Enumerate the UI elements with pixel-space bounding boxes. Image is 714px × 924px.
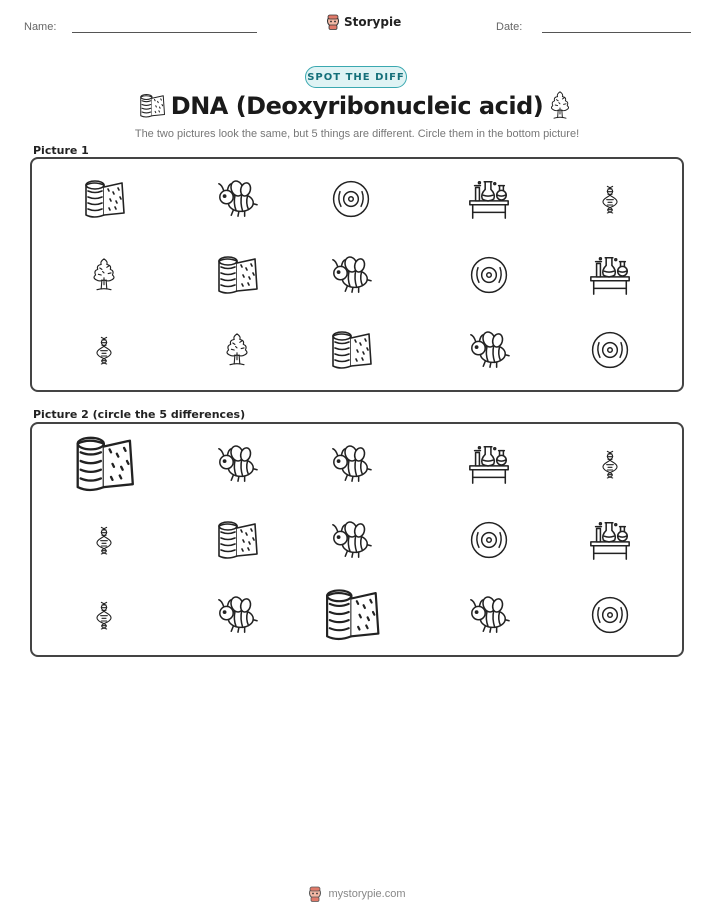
- name-field-line[interactable]: [72, 32, 257, 33]
- picture-2-bee-r3c4-icon[interactable]: [466, 594, 512, 636]
- brand-logo: [326, 14, 401, 30]
- date-label: Date:: [496, 21, 523, 33]
- footer-url: mystorypie.com: [328, 888, 406, 900]
- picture-1-vinyl-record-r2c4-icon: [467, 253, 511, 297]
- picture-2-vinyl-record-r2c4-icon[interactable]: [467, 518, 511, 562]
- storypie-mascot-icon: [326, 14, 340, 30]
- picture-2-log-r1c1-icon[interactable]: [69, 432, 139, 496]
- picture-1-vinyl-record-r1c3-icon: [329, 177, 373, 221]
- picture-1-lab-table-r1c4-icon: [466, 177, 512, 221]
- picture-1-log-r2c2-icon: [213, 253, 261, 297]
- picture-1-label: Picture 1: [33, 144, 89, 157]
- picture-1-bee-r1c2-icon: [214, 178, 260, 220]
- picture-2-lab-table-r2c5-icon[interactable]: [587, 518, 633, 562]
- picture-2-dna-r2c1-icon[interactable]: [88, 518, 120, 562]
- picture-2-lab-table-r1c4-icon[interactable]: [466, 442, 512, 486]
- picture-1-dna-r1c5-icon: [594, 177, 626, 221]
- page-title: DNA (Deoxyribonucleic acid): [170, 92, 544, 120]
- picture-2-dna-r3c1-icon[interactable]: [88, 593, 120, 637]
- footer: [0, 886, 714, 902]
- picture-2-panel[interactable]: [30, 422, 684, 657]
- picture-2-bee-r2c3-icon[interactable]: [328, 519, 374, 561]
- title-tree-icon: [548, 90, 572, 124]
- picture-1-log-r1c1-icon: [80, 177, 128, 221]
- picture-1-bee-r3c4-icon: [466, 329, 512, 371]
- picture-2-bee-r1c3-icon[interactable]: [328, 443, 374, 485]
- picture-2-dna-r1c5-icon[interactable]: [594, 442, 626, 486]
- picture-1-panel: [30, 157, 684, 392]
- brand-name: Storypie: [344, 15, 402, 29]
- picture-1-lab-table-r2c5-icon: [587, 253, 633, 297]
- name-label: Name:: [24, 21, 57, 33]
- picture-1-vinyl-record-r3c5-icon: [588, 328, 632, 372]
- date-field-line[interactable]: [542, 32, 691, 33]
- picture-2-vinyl-record-r3c5-icon[interactable]: [588, 593, 632, 637]
- instructions-text: The two pictures look the same, but 5 things are different. Circle them in the bottom picture!: [134, 128, 580, 140]
- picture-1-tree-r3c2-icon: [223, 324, 251, 376]
- picture-2-log-r2c2-icon[interactable]: [213, 518, 261, 562]
- picture-2-label: Picture 2 (circle the 5 differences): [33, 408, 246, 421]
- storypie-mascot-icon: [308, 886, 322, 902]
- picture-1-tree-r2c1-icon: [90, 249, 118, 301]
- picture-1-log-r3c3-icon: [327, 328, 375, 372]
- picture-2-bee-r3c2-icon[interactable]: [214, 594, 260, 636]
- picture-1-bee-r2c3-icon: [328, 254, 374, 296]
- spot-the-diff-badge: SPOT THE DIFF: [305, 66, 407, 88]
- picture-2-log-r3c3-icon[interactable]: [319, 585, 384, 644]
- picture-2-bee-r1c2-icon[interactable]: [214, 443, 260, 485]
- picture-1-dna-r3c1-icon: [88, 328, 120, 372]
